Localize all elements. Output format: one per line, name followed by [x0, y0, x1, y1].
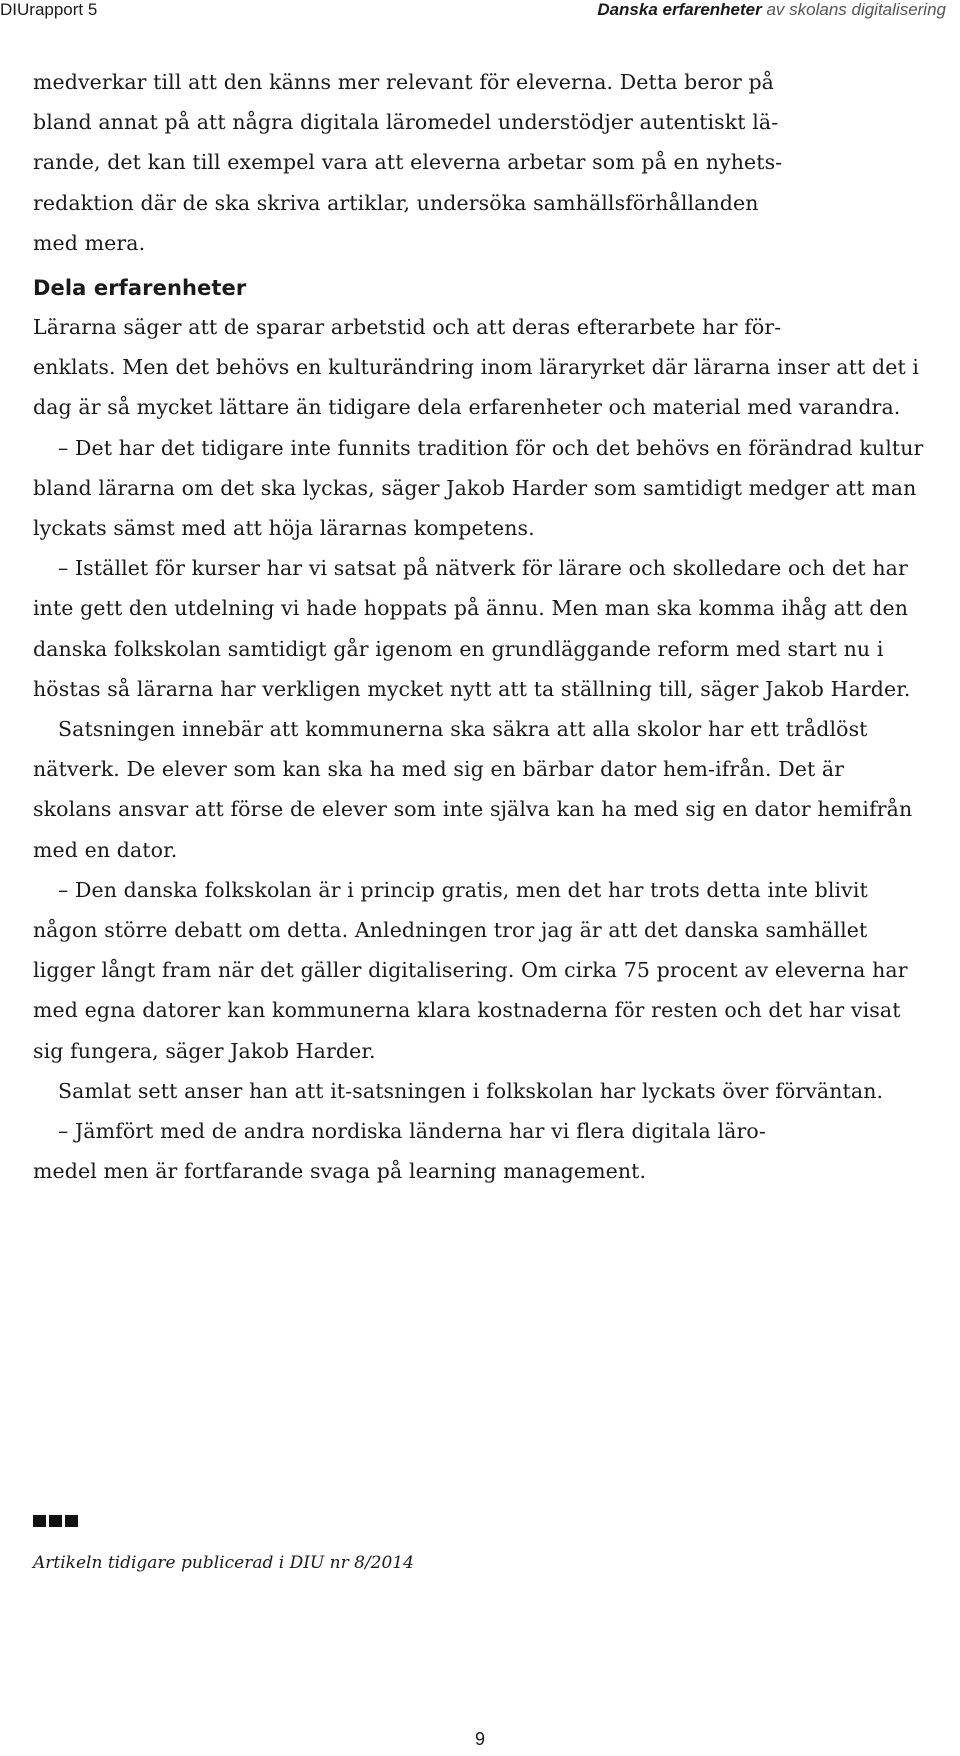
running-header	[0, 0, 960, 22]
end-mark-square	[49, 1515, 62, 1527]
paragraph-5: Satsningen innebär att kommunerna ska säkra att alla skolor har ett trådlöst nätverk. De elever som kan ska ha med sig en bärbar dator hem-ifrån. Det är skolans ansvar att förse de elever som inte själva kan ha med sig en dator hemifrån med en dator.	[33, 717, 913, 862]
paragraph-2	[33, 307, 929, 428]
page-number: 9	[474, 1729, 485, 1749]
paragraph-4: – Istället för kurser har vi satsat på nätverk för lärare och skolledare och det har inte gett den utdelning vi hade hoppats på ännu. Men man ska komma ihåg att den danska folkskolan samtidigt går igenom en grundläggande reform med start nu i höstas så lärarna har verkligen mycket nytt att ta ställning till, säger Jakob Harder.	[33, 556, 911, 701]
running-title-bold: Danska erfarenheter	[597, 0, 762, 19]
publication-note: Artikeln tidigare publicerad i DIU nr 8/2014	[33, 1553, 414, 1573]
end-of-article-marks	[33, 1515, 78, 1527]
paragraph-1-line-1: medverkar till att den känns mer relevant för eleverna. Detta beror på	[33, 70, 775, 94]
paragraph-1	[33, 62, 929, 263]
section-heading: Dela erfarenheter	[33, 276, 247, 301]
report-label: DIUrapport 5	[0, 0, 98, 19]
paragraph-7: Samlat sett anser han att it-satsningen i folkskolan har lyckats över förväntan.	[58, 1078, 884, 1103]
end-mark-square	[65, 1515, 78, 1527]
end-mark-square	[33, 1515, 46, 1527]
running-title-rest: av skolans digitalisering	[761, 0, 946, 19]
article-body	[33, 62, 929, 1191]
paragraph-1-line-4: redaktion där de ska skriva artiklar, undersöka samhällsförhållanden	[33, 190, 759, 215]
paragraph-8-line-2: medel men är fortfarande svaga på learning management.	[33, 1159, 647, 1184]
paragraph-2-line-1: Lärarna säger att de sparar arbetstid och att deras efterarbete har för-	[33, 315, 782, 340]
paragraph-2-rest: enklats. Men det behövs en kulturändring inom läraryrket där lärarna inser att det i dag är så mycket lättare än tidigare dela erfarenheter och material med varandra.	[33, 355, 920, 420]
paragraph-8-line-1: – Jämfört med de andra nordiska länderna har vi flera digitala läro-	[58, 1119, 766, 1144]
paragraph-3: – Det har det tidigare inte funnits tradition för och det behövs en förändrad kultur bland lärarna om det ska lyckas, säger Jakob Harder som samtidigt medger att man lyckats sämst med att höja lärarnas kompetens.	[33, 435, 924, 541]
paragraph-8	[33, 1111, 929, 1191]
paragraph-1-line-2: bland annat på att några digitala läromedel understödjer autentiskt lä-	[33, 110, 779, 135]
paragraph-1-line-3: rande, det kan till exempel vara att eleverna arbetar som på en nyhets-	[33, 150, 783, 175]
paragraph-1-line-5: med mera.	[33, 230, 146, 255]
running-title	[597, 0, 946, 20]
paragraph-6: – Den danska folkskolan är i princip gratis, men det har trots detta inte blivit någon större debatt om detta. Anledningen tror jag är att det danska samhället ligger långt fram när det gäller digitalisering. Om cirka 75 procent av eleverna har med egna datorer kan kommunerna klara kostnaderna för resten och det har visat sig fungera, säger Jakob Harder.	[33, 877, 908, 1063]
